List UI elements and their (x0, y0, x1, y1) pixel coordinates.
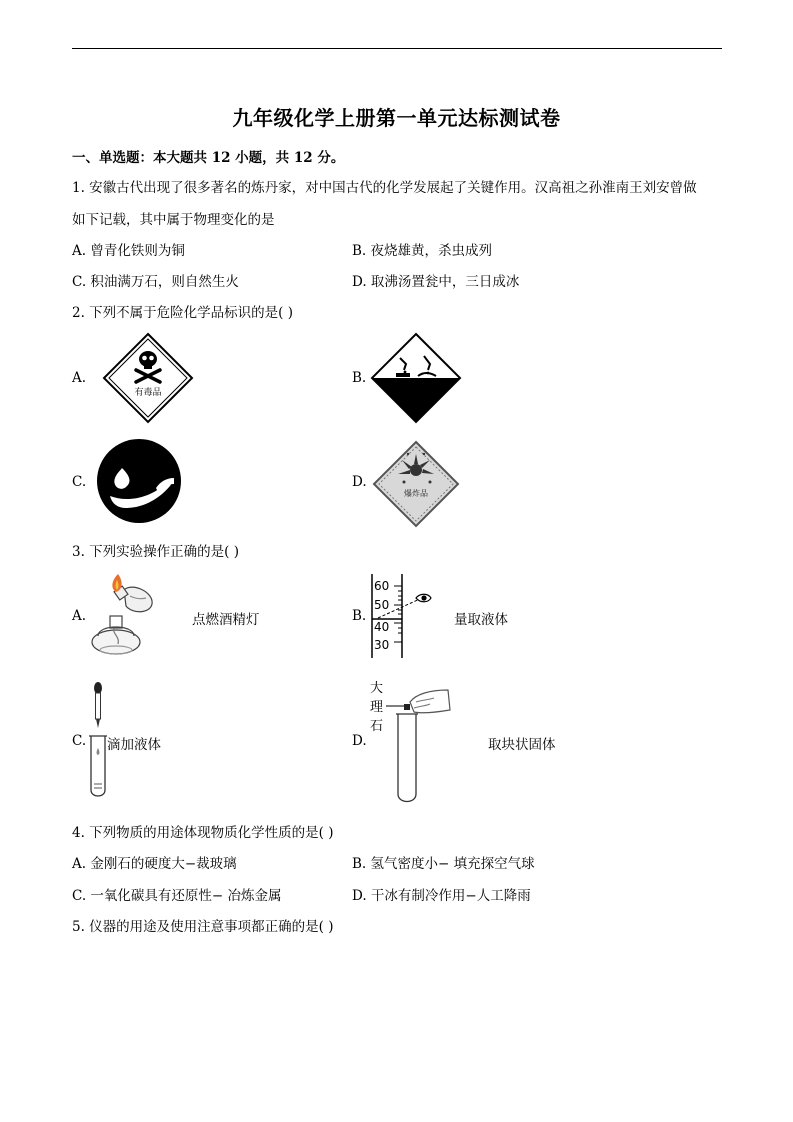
header-rule (72, 48, 722, 49)
q2-stem: 2. 下列不属于危险化学品标识的是( ) (72, 305, 293, 321)
marble-char-1: 大 (370, 681, 384, 696)
dropper-icon (94, 682, 102, 728)
marble-char-3: 石 (370, 719, 384, 734)
marble-test-tube-figure (368, 676, 458, 806)
q4-option-b: B. 氢气密度小− 填充探空气球 (352, 856, 535, 872)
q2-option-a-label: A. (72, 370, 87, 386)
q4-stem: 4. 下列物质的用途体现物质化学性质的是( ) (72, 825, 334, 841)
q2-option-d-label: D. (352, 474, 367, 490)
q3-option-b-caption: 量取液体 (454, 612, 508, 628)
scale-label-40: 40 (374, 620, 390, 634)
eye-icon (416, 594, 431, 602)
q1-option-b: B. 夜烧雄黄，杀虫成列 (352, 243, 493, 259)
q3-stem: 3. 下列实验操作正确的是( ) (72, 544, 239, 560)
test-tube-icon (396, 714, 418, 802)
marble-block-icon (404, 704, 410, 710)
explosive-sign-text: 爆炸品 (404, 489, 428, 498)
q5-stem: 5. 仪器的用途及使用注意事项都正确的是( ) (72, 919, 334, 935)
alcohol-lamp-lighting-figure (88, 570, 168, 660)
q3-option-d-label: D. (352, 733, 367, 749)
graduated-cylinder-figure (368, 574, 434, 660)
q3-option-c-caption: 滴加液体 (107, 737, 161, 753)
exam-title: 九年级化学上册第一单元达标测试卷 (232, 106, 561, 130)
test-tube-icon (89, 736, 107, 796)
scale-label-50: 50 (374, 598, 390, 612)
tilted-lamp-icon (114, 586, 152, 612)
q3-option-d-caption: 取块状固体 (488, 737, 556, 753)
q1-option-c: C. 积油满万石，则自然生火 (72, 274, 239, 290)
q1-option-d: D. 取沸汤置瓮中，三日成冰 (352, 274, 520, 290)
corrosive-sign-figure (370, 332, 462, 424)
hand-icon (410, 690, 450, 713)
toxic-sign-text: 有毒品 (134, 388, 162, 398)
q2-option-c-label: C. (72, 474, 87, 490)
scale-label-30: 30 (374, 638, 390, 652)
scale-label-60: 60 (374, 579, 390, 593)
q4-option-d: D. 干冰有制冷作用−人工降雨 (352, 888, 531, 904)
explosive-sign-figure (372, 440, 460, 528)
q4-option-c: C. 一氧化碳具有还原性− 冶炼金属 (72, 888, 282, 904)
q4-option-a: A. 金刚石的硬度大−裁玻璃 (72, 856, 237, 872)
q1-option-a: A. 曾青化铁则为铜 (72, 243, 185, 259)
toxic-sign-figure (102, 332, 194, 424)
section1-heading: 一、单选题：本大题共 12 小题，共 12 分。 (72, 150, 345, 166)
alcohol-lamp-icon (92, 616, 140, 654)
q1-stem-line1: 1. 安徽古代出现了很多著名的炼丹家，对中国古代的化学发展起了关键作用。汉高祖之孙淮南王刘安曾做 (72, 180, 697, 196)
q3-option-a-label: A. (72, 608, 87, 624)
water-drop-sign-figure (96, 438, 182, 524)
q3-option-a-caption: 点燃酒精灯 (192, 612, 260, 628)
marble-char-2: 理 (370, 700, 384, 715)
q1-stem-line2: 如下记载，其中属于物理变化的是 (72, 212, 275, 228)
q2-option-b-label: B. (352, 370, 367, 386)
q3-option-b-label: B. (352, 608, 367, 624)
q3-option-c-label: C. (72, 733, 87, 749)
